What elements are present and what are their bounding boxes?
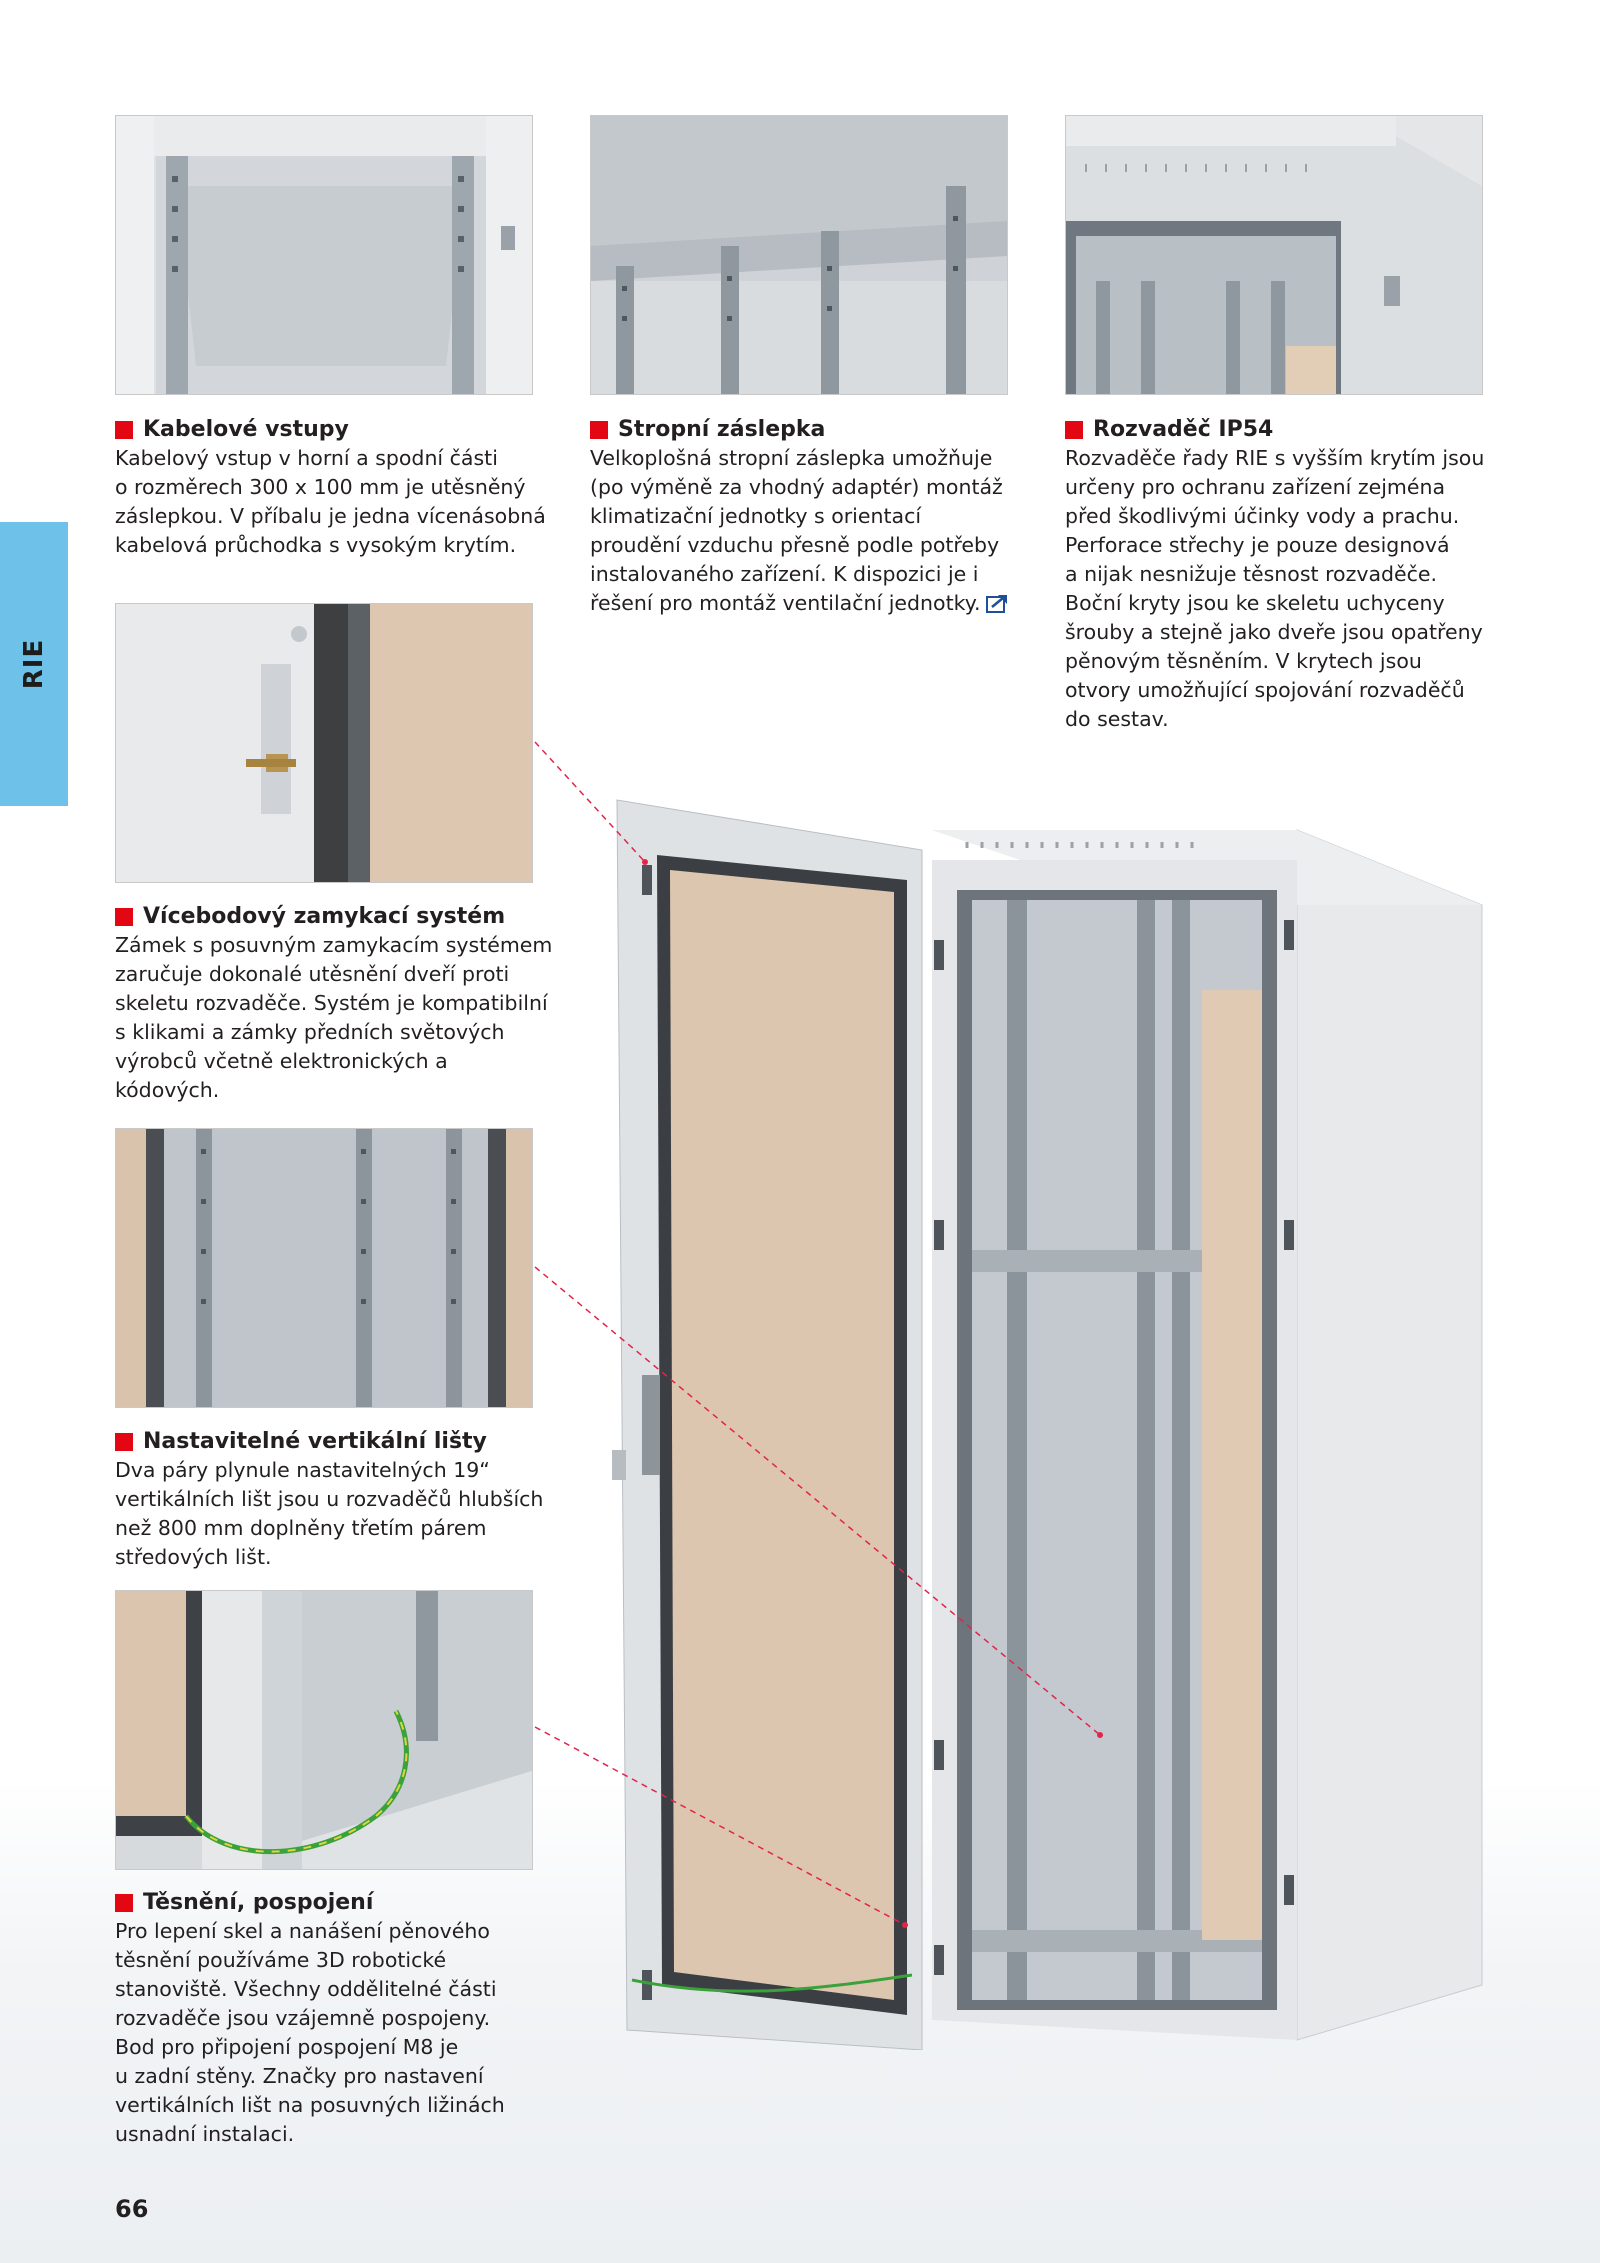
section-line: klimatizační jednotky s orientací	[590, 504, 922, 528]
section-line: o rozměrech 300 x 100 mm je utěsněný	[115, 475, 526, 499]
section-line: do sestav.	[1065, 707, 1169, 731]
section-title: Vícebodový zamykací systém	[115, 902, 555, 931]
section-line: otvory umožňující spojování rozvaděčů	[1065, 678, 1465, 702]
section-title: Nastavitelné vertikální lišty	[115, 1427, 555, 1456]
section-line: proudění vzduchu přesně podle potřeby	[590, 533, 1000, 557]
section-line: Kabelový vstup v horní a spodní části	[115, 446, 498, 470]
section-title: Stropní záslepka	[590, 415, 1030, 444]
section-line: Bod pro připojení pospojení M8 je	[115, 2035, 459, 2059]
section-line: zaručuje dokonalé utěsnění dveří proti	[115, 962, 510, 986]
photo-roof-cover	[590, 115, 1008, 395]
section-line: instalovaného zařízení. K dispozici je i	[590, 562, 979, 586]
section-line: než 800 mm doplněny třetím párem	[115, 1516, 487, 1540]
photo-ip54-cabinet	[1065, 115, 1483, 395]
section-line: pěnovým těsněním. V krytech jsou	[1065, 649, 1422, 673]
section-sealing	[115, 1888, 555, 2149]
red-square-bullet-icon	[115, 421, 133, 439]
section-line: určeny pro ochranu zařízení zejména	[1065, 475, 1446, 499]
section-line: Rozvaděče řady RIE s vyšším krytím jsou	[1065, 446, 1485, 470]
section-line: Perforace střechy je pouze designová	[1065, 533, 1450, 557]
red-square-bullet-icon	[115, 908, 133, 926]
section-line: s klikami a zámky předních světových	[115, 1020, 505, 1044]
section-title: Rozvaděč IP54	[1065, 415, 1505, 444]
section-line: Dva páry plynule nastavitelných 19“	[115, 1458, 490, 1482]
section-line: vertikálních lišt jsou u rozvaděčů hlubších	[115, 1487, 544, 1511]
section-line: skeletu rozvaděče. Systém je kompatibilní	[115, 991, 548, 1015]
photo-locking-system	[115, 603, 533, 883]
section-line: a nijak nesnižuje těsnost rozvaděče.	[1065, 562, 1438, 586]
section-rails	[115, 1427, 555, 1572]
red-square-bullet-icon	[115, 1433, 133, 1451]
red-square-bullet-icon	[590, 421, 608, 439]
section-title: Kabelové vstupy	[115, 415, 555, 444]
section-line: Boční kryty jsou ke skeletu uchyceny	[1065, 591, 1445, 615]
section-line: středových lišt.	[115, 1545, 272, 1569]
section-side-tab	[0, 522, 68, 806]
section-line: vertikálních lišt na posuvných ližinách	[115, 2093, 505, 2117]
section-line: stanoviště. Všechny oddělitelné části	[115, 1977, 497, 2001]
section-line: záslepkou. V příbalu je jedna vícenásobná	[115, 504, 546, 528]
section-line: Pro lepení skel a nanášení pěnového	[115, 1919, 490, 1943]
section-line: těsnění používáme 3D robotické	[115, 1948, 447, 1972]
section-roof-cover	[590, 415, 1030, 618]
red-square-bullet-icon	[1065, 421, 1083, 439]
section-locking	[115, 902, 555, 1105]
section-line: kabelová průchodka s vysokým krytím.	[115, 533, 517, 557]
photo-vertical-rails	[115, 1128, 533, 1408]
section-line: usnadní instalaci.	[115, 2122, 295, 2146]
photo-sealing-bonding	[115, 1590, 533, 1870]
external-link-icon[interactable]	[986, 593, 1008, 613]
section-line: u zadní stěny. Značky pro nastavení	[115, 2064, 484, 2088]
section-line: (po výměně za vhodný adaptér) montáž	[590, 475, 1003, 499]
section-line: šrouby a stejně jako dveře jsou opatřeny	[1065, 620, 1483, 644]
side-tab-label: RIE	[19, 638, 49, 690]
section-cable-entry	[115, 415, 555, 560]
section-line: Velkoplošná stropní záslepka umožňuje	[590, 446, 993, 470]
section-line: výrobců včetně elektronických a kódových.	[115, 1049, 448, 1102]
photo-cable-entry	[115, 115, 533, 395]
section-ip54	[1065, 415, 1505, 734]
section-line: Zámek s posuvným zamykacím systémem	[115, 933, 553, 957]
section-line: před škodlivými účinky vody a prachu.	[1065, 504, 1460, 528]
cabinet-illustration	[612, 790, 1492, 2050]
red-square-bullet-icon	[115, 1894, 133, 1912]
page-number: 66	[115, 2195, 149, 2223]
section-line: rozvaděče jsou vzájemně pospojeny.	[115, 2006, 491, 2030]
section-title: Těsnění, pospojení	[115, 1888, 555, 1917]
section-line-last: řešení pro montáž ventilační jednotky.	[590, 589, 1030, 618]
